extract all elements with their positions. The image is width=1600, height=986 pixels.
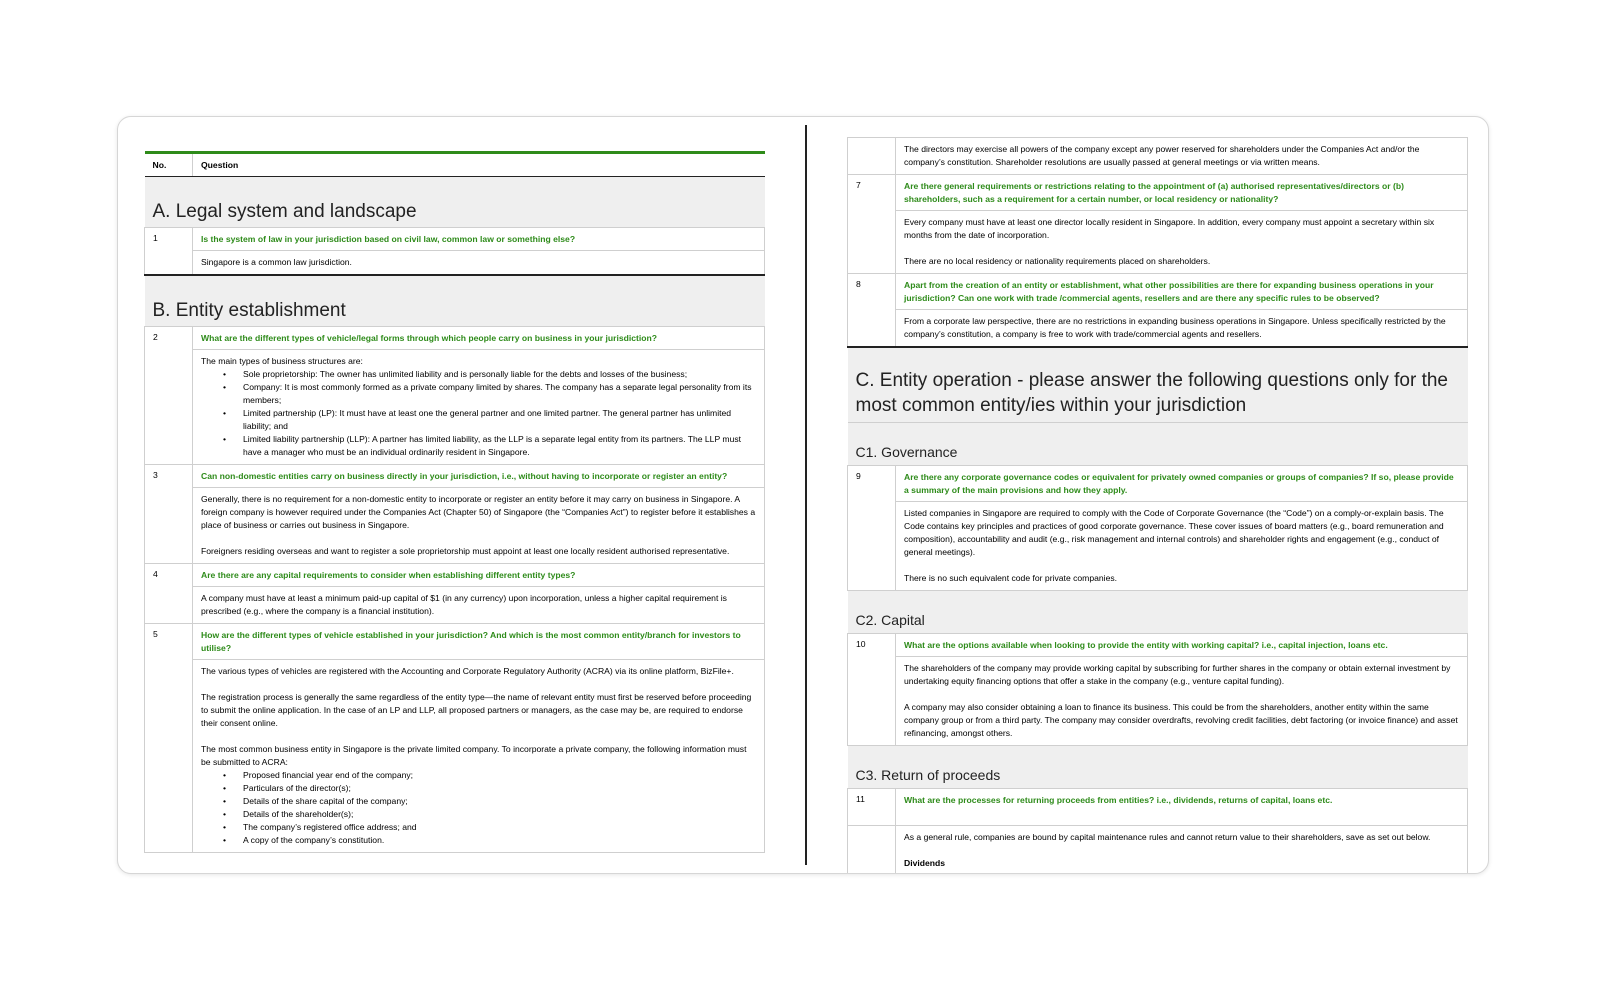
acra-info-list <box>201 769 756 847</box>
question-number: 5 <box>145 624 193 853</box>
answer-paragraph: A company may also consider obtaining a loan to finance its business. This could be from the shareholders, another entity within the same company group or from a third party. The company may consider overdrafts, revolving credit facilities, debt factoring (or invoice finance) and asset refinancing, amongst others. <box>904 702 1458 738</box>
list-item: • Sole proprietorship: The owner has unlimited liability and is personally liable for the debts and losses of the business; <box>243 368 756 381</box>
answer-intro: The main types of business structures are: <box>201 356 363 366</box>
answer-text: From a corporate law perspective, there are no restrictions in expanding business operations in Singapore. Unless specifically restricted by the company’s constitution, a company is free to work with trade/commercial agents and resellers. <box>896 310 1468 348</box>
question-number: 4 <box>145 564 193 624</box>
list-item: • The company’s registered office address; and <box>243 821 756 834</box>
table-row <box>848 826 1468 874</box>
page-right <box>847 137 1468 873</box>
answer-paragraph: Listed companies in Singapore are required to comply with the Code of Corporate Governance (the “Code”) on a comply-or-explain basis. The Code contains key principles and practices of good corporate governance. These cover issues of board matters (e.g., board remuneration and composition), accountability and audit (e.g., risk management and internal controls) and shareholder rights and engagement (e.g., conduct of general meetings). <box>904 508 1444 557</box>
table-row <box>848 274 1468 310</box>
question-text: Are there are any capital requirements to consider when establishing different entity types? <box>193 564 765 587</box>
page-left <box>144 151 765 873</box>
answer-paragraph: The registration process is generally the same regardless of the entity type—the name of relevant entity must first be reserved before proceeding to submit the online application. In the case of an LP and LLP, all proposed partners or managers, as the case may be, are required to endorse their consent online. <box>201 692 752 728</box>
answer-text <box>193 350 765 465</box>
document-viewer <box>117 116 1489 874</box>
question-number: 3 <box>145 465 193 564</box>
table-row <box>145 488 765 564</box>
table-row <box>145 465 765 488</box>
answer-subheading: Dividends <box>904 858 946 868</box>
subsection-c3-row <box>848 746 1468 789</box>
answer-paragraph: There is no such equivalent code for private companies. <box>904 573 1118 583</box>
question-number: 10 <box>848 634 896 746</box>
table-row <box>848 789 1468 826</box>
answer-text <box>896 826 1468 874</box>
answer-paragraph: The most common business entity in Singapore is the private limited company. To incorporate a private company, the following information must be submitted to ACRA: <box>201 744 747 767</box>
answer-text <box>193 660 765 853</box>
answer-text: A company must have at least a minimum paid-up capital of $1 (in any currency) upon incorporation, unless a higher capital requirement is prescribed (e.g., where the company is a financial institution). <box>193 587 765 624</box>
answer-paragraph: The various types of vehicles are registered with the Accounting and Corporate Regulatory Authority (ACRA) via its online platform, BizFile+. <box>201 666 734 676</box>
table-row <box>145 251 765 276</box>
table-row <box>145 327 765 350</box>
answer-text <box>896 211 1468 274</box>
table-row <box>848 466 1468 502</box>
qa-table-left <box>144 151 765 853</box>
question-text: What are the options available when looking to provide the entity with working capital? i.e., capital injection, loans etc. <box>896 634 1468 657</box>
section-b-row <box>145 275 765 327</box>
list-item: • Company: It is most commonly formed as a private company limited by shares. The company has a separate legal personality from its members; <box>243 381 756 407</box>
question-text: What are the different types of vehicle/legal forms through which people carry on business in your jurisdiction? <box>193 327 765 350</box>
list-item: • Limited partnership (LP): It must have at least one the general partner and one limited partner. The general partner has unlimited liability; and <box>243 407 756 433</box>
question-number-blank <box>848 826 896 874</box>
list-item: • Proposed financial year end of the company; <box>243 769 756 782</box>
question-number: 9 <box>848 466 896 591</box>
answer-paragraph: As a general rule, companies are bound by capital maintenance rules and cannot return value to their shareholders, save as set out below. <box>904 832 1431 842</box>
section-c-row <box>848 347 1468 423</box>
question-number-blank <box>848 138 896 175</box>
table-row <box>145 587 765 624</box>
question-text: Apart from the creation of an entity or establishment, what other possibilities are there for expanding business operations in your jurisdiction? Can one work with trade /commercial agents, resellers and are there any specific rules to be observed? <box>896 274 1468 310</box>
header-question: Question <box>193 153 765 177</box>
list-item: • Details of the share capital of the company; <box>243 795 756 808</box>
table-row <box>848 175 1468 211</box>
question-text: Is the system of law in your jurisdiction based on civil law, common law or something else? <box>193 228 765 251</box>
question-number: 2 <box>145 327 193 465</box>
table-row <box>848 634 1468 657</box>
question-text: Are there any corporate governance codes or equivalent for privately owned companies or groups of companies? If so, please provide a summary of the main provisions and how they apply. <box>896 466 1468 502</box>
table-row <box>145 228 765 251</box>
answer-paragraph: Generally, there is no requirement for a non-domestic entity to incorporate or register an entity before it may carry on business in Singapore. A foreign company is however required under the Companies Act (Chapter 50) of Singapore (the “Companies Act”) to register before it establishes a place of business or carries out business in Singapore. <box>201 494 756 530</box>
page-divider <box>805 125 807 865</box>
answer-text <box>896 657 1468 746</box>
answer-paragraph: Every company must have at least one director locally resident in Singapore. In addition, every company must appoint a secretary within six months from the date of incorporation. <box>904 217 1435 240</box>
answer-paragraph: The shareholders of the company may provide working capital by subscribing for further shares in the company or obtain external investment by undertaking equity financing options that offer a stake in the company (e.g., venture capital funding). <box>904 663 1451 686</box>
section-a-title: A. Legal system and landscape <box>145 177 765 228</box>
section-a-row <box>145 177 765 228</box>
list-item: • Details of the shareholder(s); <box>243 808 756 821</box>
table-row <box>145 564 765 587</box>
table-header <box>145 153 765 177</box>
answer-paragraph: Foreigners residing overseas and want to register a sole proprietorship must appoint at least one locally resident authorised representative. <box>201 546 730 556</box>
business-structures-list <box>201 368 756 459</box>
answer-text <box>896 502 1468 591</box>
table-row <box>848 310 1468 348</box>
table-row <box>145 624 765 660</box>
answer-text: Singapore is a common law jurisdiction. <box>193 251 765 276</box>
question-number: 7 <box>848 175 896 274</box>
subsection-c1-row <box>848 423 1468 466</box>
question-number: 8 <box>848 274 896 348</box>
answer-paragraph: There are no local residency or nationality requirements placed on shareholders. <box>904 256 1211 266</box>
question-number: 11 <box>848 789 896 826</box>
answer-text <box>193 488 765 564</box>
answer-text: The directors may exercise all powers of the company except any power reserved for shareholders under the Companies Act and/or the company’s constitution. Shareholder resolutions are usually passed at general meetings or via written means. <box>896 138 1468 175</box>
header-no: No. <box>145 153 193 177</box>
list-item: • Limited liability partnership (LLP): A partner has limited liability, as the LLP is a separate legal entity from its partners. The LLP must have a manager who must be an individual ordinarily resident in Singapore. <box>243 433 756 459</box>
section-c-title: C. Entity operation - please answer the following questions only for the most common entity/ies within your jurisdiction <box>848 347 1468 423</box>
table-row <box>848 657 1468 746</box>
subsection-c1-title: C1. Governance <box>848 423 1468 466</box>
question-text: How are the different types of vehicle established in your jurisdiction? And which is the most common entity/branch for investors to utilise? <box>193 624 765 660</box>
subsection-c2-row <box>848 591 1468 634</box>
question-text: Are there general requirements or restrictions relating to the appointment of (a) authorised representatives/directors or (b) shareholders, such as a requirement for a certain number, or local residency or nationality? <box>896 175 1468 211</box>
list-item: • Particulars of the director(s); <box>243 782 756 795</box>
qa-table-right <box>847 137 1468 873</box>
question-text: Can non-domestic entities carry on business directly in your jurisdiction, i.e., without having to incorporate or register an entity? <box>193 465 765 488</box>
question-number: 1 <box>145 228 193 276</box>
section-b-title: B. Entity establishment <box>145 275 765 327</box>
list-item: • A copy of the company’s constitution. <box>243 834 756 847</box>
table-row <box>848 211 1468 274</box>
table-row <box>145 660 765 853</box>
question-text: What are the processes for returning proceeds from entities? i.e., dividends, returns of capital, loans etc. <box>896 789 1468 826</box>
subsection-c3-title: C3. Return of proceeds <box>848 746 1468 789</box>
table-row <box>145 350 765 465</box>
table-row <box>848 138 1468 175</box>
subsection-c2-title: C2. Capital <box>848 591 1468 634</box>
table-row <box>848 502 1468 591</box>
